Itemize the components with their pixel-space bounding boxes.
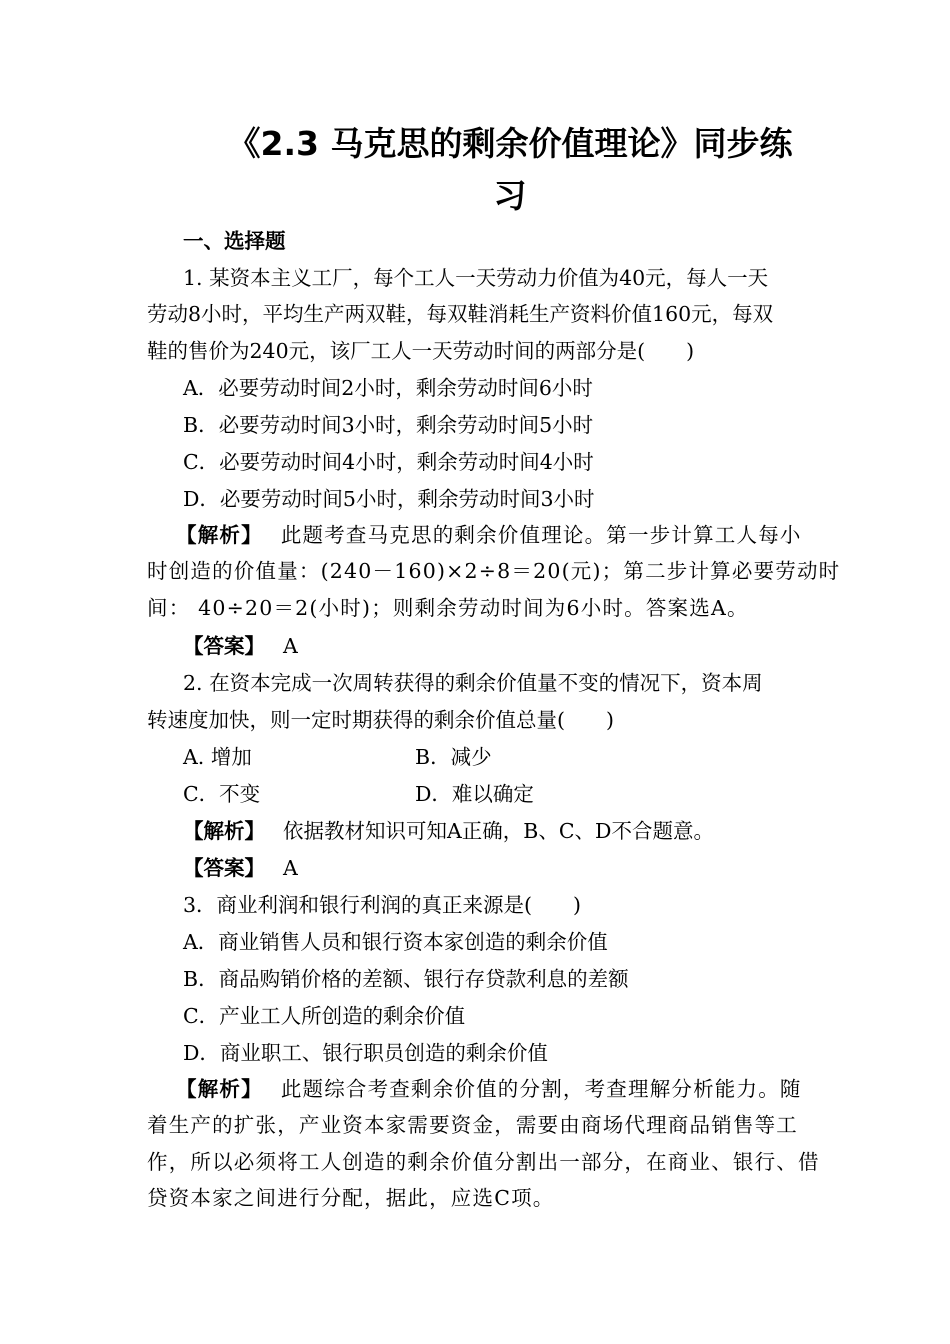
q3-analysis-line-4: 贷资本家之间进行分配，据此，应选C项。 [147, 1186, 555, 1210]
q1-option-a: A．必要劳动时间2小时，剩余劳动时间6小时 [183, 376, 593, 400]
q2-answer-tag: 【答案】 [183, 856, 265, 880]
q2-option-d: D．难以确定 [415, 782, 534, 806]
document-title [190, 118, 830, 222]
q3-option-d: D．商业职工、银行职员创造的剩余价值 [183, 1041, 548, 1065]
q3-analysis-tag: 【解析】 [176, 1077, 263, 1101]
q1-stem-line-3: 鞋的售价为240元，该厂工人一天劳动时间的两部分是( ) [147, 339, 695, 363]
q1-answer-tag: 【答案】 [183, 634, 265, 658]
q2-stem-line-1: 2. 在资本完成一次周转获得的剩余价值量不变的情况下，资本周 [183, 671, 763, 695]
q2-option-a: A. 增加 [183, 745, 252, 769]
q2-option-b: B．减少 [415, 745, 492, 769]
q3-option-c: C．产业工人所创造的剩余价值 [183, 1004, 466, 1028]
q1-analysis-line-3: 间： 40÷20＝2(小时)；则剩余劳动时间为6小时。答案选A。 [147, 596, 749, 620]
q2-analysis-text-1: 依据教材知识可知A正确，B、C、D不合题意。 [283, 819, 714, 843]
q2-analysis-line-1 [183, 817, 714, 845]
q2-option-c: C．不变 [183, 782, 261, 806]
q1-analysis-line-2: 时创造的价值量：(240－160)×2÷8＝20(元)；第二步计算必要劳动时 [147, 559, 841, 583]
q3-option-b: B．商品购销价格的差额、银行存贷款利息的差额 [183, 967, 629, 991]
q1-option-b: B．必要劳动时间3小时，剩余劳动时间5小时 [183, 413, 594, 437]
q2-answer-line [183, 854, 298, 882]
q3-analysis-text-1: 此题综合考查剩余价值的分割，考查理解分析能力。随 [280, 1077, 802, 1101]
section-heading: 一、选择题 [183, 229, 286, 253]
q1-stem-line-2: 劳动8小时，平均生产两双鞋，每双鞋消耗生产资料价值160元，每双 [147, 302, 774, 326]
q3-option-a: A．商业销售人员和银行资本家创造的剩余价值 [183, 930, 608, 954]
q2-stem-line-2: 转速度加快，则一定时期获得的剩余价值总量( ) [147, 708, 614, 732]
q1-option-d: D．必要劳动时间5小时，剩余劳动时间3小时 [183, 487, 595, 511]
q2-analysis-tag: 【解析】 [183, 819, 265, 843]
q1-option-c: C．必要劳动时间4小时，剩余劳动时间4小时 [183, 450, 594, 474]
q1-answer-line [183, 632, 298, 660]
title-line-2: 习 [493, 176, 527, 215]
q1-analysis-tag: 【解析】 [176, 523, 263, 547]
q1-answer-value: A [283, 634, 298, 658]
title-line-1: 《2.3 马克思的剩余价值理论》同步练 [227, 124, 793, 163]
q1-analysis-line-1 [176, 521, 802, 549]
q3-stem-line-1: 3．商业利润和银行利润的真正来源是( ) [183, 893, 582, 917]
q1-stem-line-1: 1. 某资本主义工厂，每个工人一天劳动力价值为40元，每人一天 [183, 266, 769, 290]
q3-analysis-line-1 [176, 1075, 802, 1103]
q3-analysis-line-3: 作，所以必须将工人创造的剩余价值分割出一部分，在商业、银行、借 [147, 1150, 820, 1174]
q1-analysis-text-1: 此题考查马克思的剩余价值理论。第一步计算工人每小 [280, 523, 802, 547]
q3-analysis-line-2: 着生产的扩张，产业资本家需要资金，需要由商场代理商品销售等工 [147, 1113, 798, 1137]
q2-answer-value: A [283, 856, 298, 880]
